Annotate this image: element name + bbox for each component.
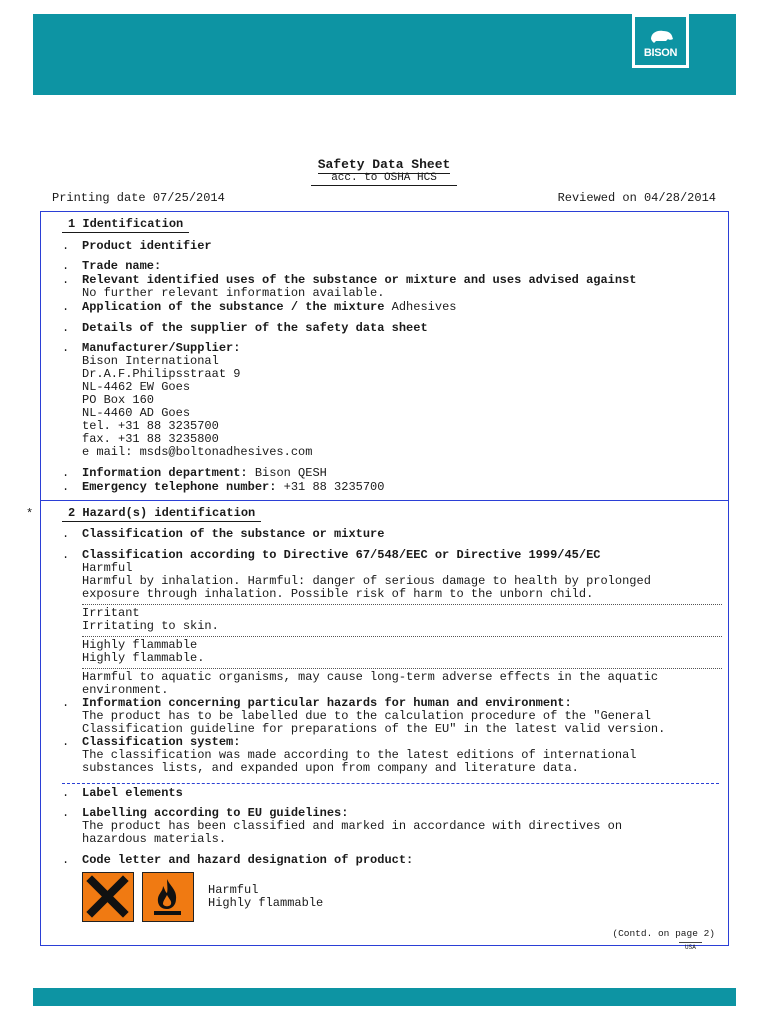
classification-system-row: . Classification system: [62, 735, 241, 749]
address-line: tel. +31 88 3235700 [82, 419, 219, 433]
classification-system-text: substances lists, and expanded upon from company and literature data. [82, 761, 579, 775]
revision-marker: * [26, 507, 34, 521]
emergency-phone-row: . Emergency telephone number: +31 88 3235700 [62, 480, 385, 494]
address-line: e mail: msds@boltonadhesives.com [82, 445, 313, 459]
address-line: NL-4460 AD Goes [82, 406, 191, 420]
address-line: Dr.A.F.Philipsstraat 9 [82, 367, 241, 381]
address-line: NL-4462 EW Goes [82, 380, 191, 394]
harmful-cross-icon [82, 872, 134, 922]
flammable-text: Highly flammable. [82, 651, 205, 665]
labelling-text: hazardous materials. [82, 832, 227, 846]
pictogram-label: Highly flammable [208, 896, 324, 910]
printing-date: Printing date 07/25/2014 [52, 191, 225, 205]
application-row: . Application of the substance / the mixture Adhesives [62, 300, 457, 314]
particular-hazards-text: Classification guideline for preparations of the EU" in the latest valid version. [82, 722, 666, 736]
irritant-text: Irritating to skin. [82, 619, 219, 633]
harmful-text: exposure through inhalation. Possible risk of harm to the unborn child. [82, 587, 594, 601]
bison-logo [632, 14, 689, 68]
address-line: PO Box 160 [82, 393, 155, 407]
aquatic-text: Harmful to aquatic organisms, may cause long-term adverse effects in the aquatic [82, 670, 659, 684]
section-2-heading: 2 Hazard(s) identification [62, 507, 261, 522]
dotted-separator [82, 668, 722, 669]
classification-system-text: The classification was made according to the latest editions of international [82, 748, 637, 762]
header-band [33, 14, 736, 95]
manufacturer-row: . Manufacturer/Supplier: [62, 341, 241, 355]
harmful-text: Harmful by inhalation. Harmful: danger of serious damage to health by prolonged [82, 574, 651, 588]
directive-row: . Classification according to Directive 67/548/EEC or Directive 1999/45/EC [62, 548, 601, 562]
harmful-title: Harmful [82, 561, 133, 575]
product-identifier-row: . Product identifier [62, 239, 212, 253]
particular-hazards-text: The product has to be labelled due to the calculation procedure of the "General [82, 709, 651, 723]
label-elements-row: . Label elements [62, 786, 183, 800]
section-divider [40, 500, 729, 501]
pictogram-label: Harmful [208, 883, 259, 897]
relevant-uses-value: No further relevant information available. [82, 286, 385, 300]
code-letter-row: . Code letter and hazard designation of product: [62, 853, 414, 867]
trade-name-row: . Trade name: [62, 259, 162, 273]
dotted-separator [82, 604, 722, 605]
page-subtitle: acc. to OSHA HCS [0, 172, 768, 186]
brand-name: BISON [643, 47, 678, 59]
footer-band [33, 988, 736, 1006]
reviewed-date: Reviewed on 04/28/2014 [557, 191, 716, 205]
aquatic-text: environment. [82, 683, 169, 697]
continued-note: (Contd. on page 2) [612, 928, 715, 939]
flammable-title: Highly flammable [82, 638, 198, 652]
section-1 [62, 218, 722, 233]
section-2 [62, 507, 722, 522]
section-2-body [62, 528, 722, 775]
dotted-separator [82, 636, 722, 637]
label-elements-block [62, 787, 722, 867]
section-1-body [62, 240, 722, 494]
pictogram-labels [208, 884, 323, 910]
info-department-row: . Information department: Bison QESH [62, 466, 327, 480]
region-tag: USA [679, 942, 702, 951]
page-title: Safety Data Sheet [317, 157, 451, 172]
irritant-title: Irritant [82, 606, 140, 620]
classification-row: . Classification of the substance or mixture [62, 527, 385, 541]
relevant-uses-row: . Relevant identified uses of the substance or mixture and uses advised against [62, 273, 637, 287]
labelling-row: . Labelling according to EU guidelines: [62, 806, 349, 820]
labelling-text: The product has been classified and marked in accordance with directives on [82, 819, 623, 833]
flammable-flame-icon [142, 872, 194, 922]
section-1-heading: 1 Identification [62, 218, 189, 233]
supplier-details-row: . Details of the supplier of the safety data sheet [62, 321, 428, 335]
particular-hazards-row: . Information concerning particular hazards for human and environment: [62, 696, 572, 710]
address-line: Bison International [82, 354, 219, 368]
dashed-separator [62, 783, 719, 784]
address-line: fax. +31 88 3235800 [82, 432, 219, 446]
